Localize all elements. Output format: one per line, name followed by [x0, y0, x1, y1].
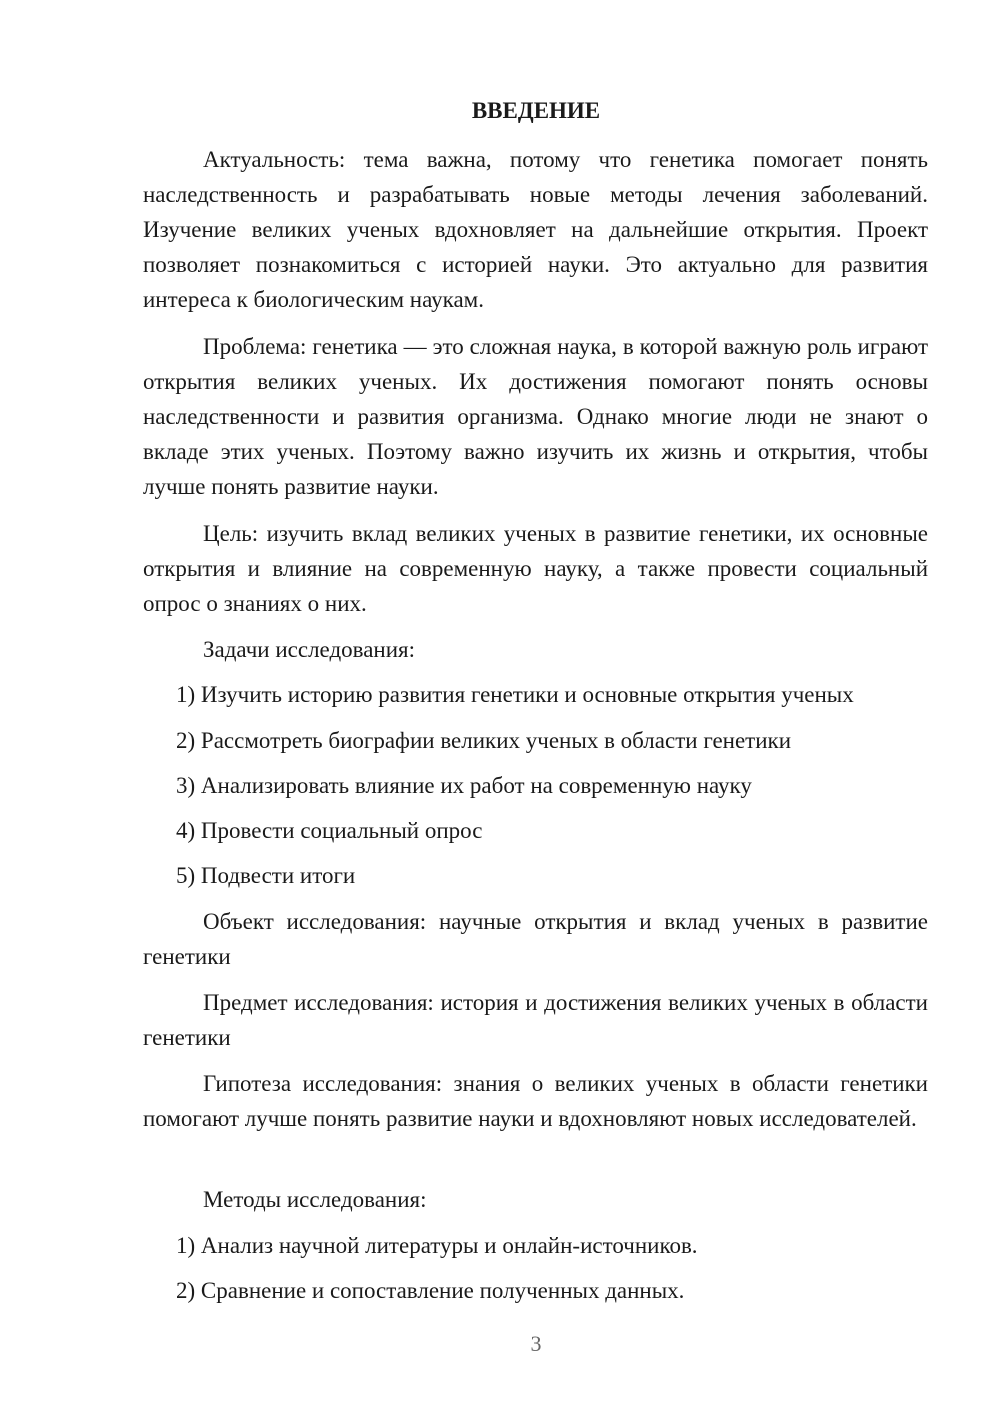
section-heading: ВВЕДЕНИЕ: [471, 98, 601, 123]
tasks-heading: Задачи исследования:: [203, 637, 416, 662]
task-item-1: 1) Изучить историю развития генетики и основные открытия ученых: [176, 682, 854, 707]
task-item-4: 4) Провести социальный опрос: [176, 818, 483, 843]
subject-paragraph: Предмет исследования: история и достижения великих ученых в области генетики: [143, 990, 928, 1050]
goal-paragraph: Цель: изучить вклад великих ученых в развитие генетики, их основные открытия и влияние на современную науку, а также провести социальный опрос о знаниях о них.: [143, 521, 928, 616]
hypothesis-paragraph: Гипотеза исследования: знания о великих ученых в области генетики помогают лучше понять развитие науки и вдохновляют новых исследователей.: [143, 1071, 928, 1131]
actuality-paragraph: Актуальность: тема важна, потому что генетика помогает понять наследственность и разрабатывать новые методы лечения заболеваний. Изучение великих ученых вдохновляет на дальнейшие открытия. Проект позволяет познакомиться с историей науки. Это актуально для развития интереса к биологическим наукам.: [143, 147, 928, 312]
method-item-2: 2) Сравнение и сопоставление полученных данных.: [176, 1278, 685, 1303]
task-item-5: 5) Подвести итоги: [176, 863, 356, 888]
task-item-2: 2) Рассмотреть биографии великих ученых в области генетики: [176, 728, 792, 753]
page-number: 3: [530, 1331, 542, 1356]
problem-paragraph: Проблема: генетика — это сложная наука, в которой важную роль играют открытия великих ученых. Их достижения помогают понять основы наследственности и развития организма. Однако многие люди не знают о вкладе этих ученых. Поэтому важно изучить их жизнь и открытия, чтобы лучше понять развитие науки.: [143, 334, 928, 499]
task-item-3: 3) Анализировать влияние их работ на современную науку: [176, 773, 752, 798]
methods-heading: Методы исследования:: [203, 1187, 427, 1212]
method-item-1: 1) Анализ научной литературы и онлайн-источников.: [176, 1233, 698, 1258]
object-paragraph: Объект исследования: научные открытия и вклад ученых в развитие генетики: [143, 909, 928, 969]
